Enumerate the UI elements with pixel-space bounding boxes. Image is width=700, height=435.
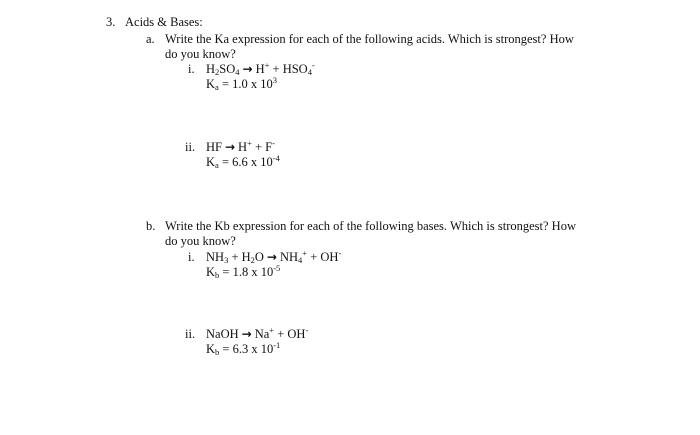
part-a-item-2-label: ii. [185,140,196,154]
reaction-arrow-icon: → [242,62,253,76]
reaction-arrow-icon: → [224,140,236,154]
formula-text: = 1.0 x 10 [218,77,273,91]
formula-text: + OH [274,327,306,341]
formula-text: + OH [307,250,339,264]
superscript: - [305,325,309,335]
subscript: 4 [307,67,312,77]
subscript: 3 [224,255,229,265]
subscript: a [215,160,219,170]
subscript: 4 [235,67,240,77]
superscript: + [247,138,252,148]
part-a-item-2-reaction [206,140,275,155]
superscript: + [264,60,270,70]
formula-text: H [206,62,216,76]
superscript: - [338,248,342,258]
part-b-item-1-constant [206,265,280,280]
formula-text: + F [251,140,273,154]
part-b-prompt-line1: Write the Kb expression for each of the following bases. Which is strongest? How [165,219,576,233]
subscript: b [215,347,220,357]
formula-text: + H [228,250,251,264]
formula-text: K [206,265,216,279]
superscript: - [272,138,275,148]
subscript: b [215,270,220,280]
part-b-item-2-label: ii. [185,327,196,341]
reaction-arrow-icon: → [241,327,252,341]
part-a-prompt-line2: do you know? [165,47,236,61]
part-b-label: b. [146,219,156,233]
subscript: 2 [215,67,220,77]
formula-text: NaOH [206,327,239,341]
formula-text: Na [254,327,270,341]
formula-text: NH [206,250,225,264]
formula-text: O [254,250,264,264]
question-number: 3. [106,15,116,29]
formula-text: K [206,155,216,169]
subscript: a [215,82,219,92]
superscript: -5 [273,263,281,273]
formula-text: = 6.3 x 10 [219,342,274,356]
formula-text: NH [279,250,299,264]
part-b-item-1-label: i. [188,250,195,264]
superscript: -4 [272,153,280,163]
part-a-item-1-label: i. [188,62,195,76]
superscript: + [302,248,308,258]
part-b-item-2-constant [206,342,280,357]
part-a-label: a. [146,32,155,46]
formula-text: K [206,342,216,356]
formula-text: H [238,140,248,154]
part-b-prompt-line2: do you know? [165,234,236,248]
part-b-item-2-reaction [206,327,308,342]
part-a-item-1-reaction [206,62,315,77]
superscript: - [311,60,315,70]
question-title: Acids & Bases: [125,15,203,29]
formula-text: = 1.8 x 10 [219,265,274,279]
subscript: 4 [298,255,303,265]
reaction-arrow-icon: → [266,250,277,264]
formula-text: K [206,77,216,91]
part-a-prompt-line1: Write the Ka expression for each of the following acids. Which is strongest? How [165,32,574,46]
formula-text: = 6.6 x 10 [218,155,273,169]
formula-text: HF [206,140,222,154]
superscript: 3 [272,75,277,85]
formula-text: + HSO [269,62,308,76]
superscript: + [269,325,275,335]
formula-text: SO [219,62,236,76]
formula-text: H [255,62,265,76]
superscript: -1 [273,340,281,350]
part-a-item-1-constant [206,77,277,92]
subscript: 2 [250,255,255,265]
part-a-item-2-constant [206,155,280,170]
